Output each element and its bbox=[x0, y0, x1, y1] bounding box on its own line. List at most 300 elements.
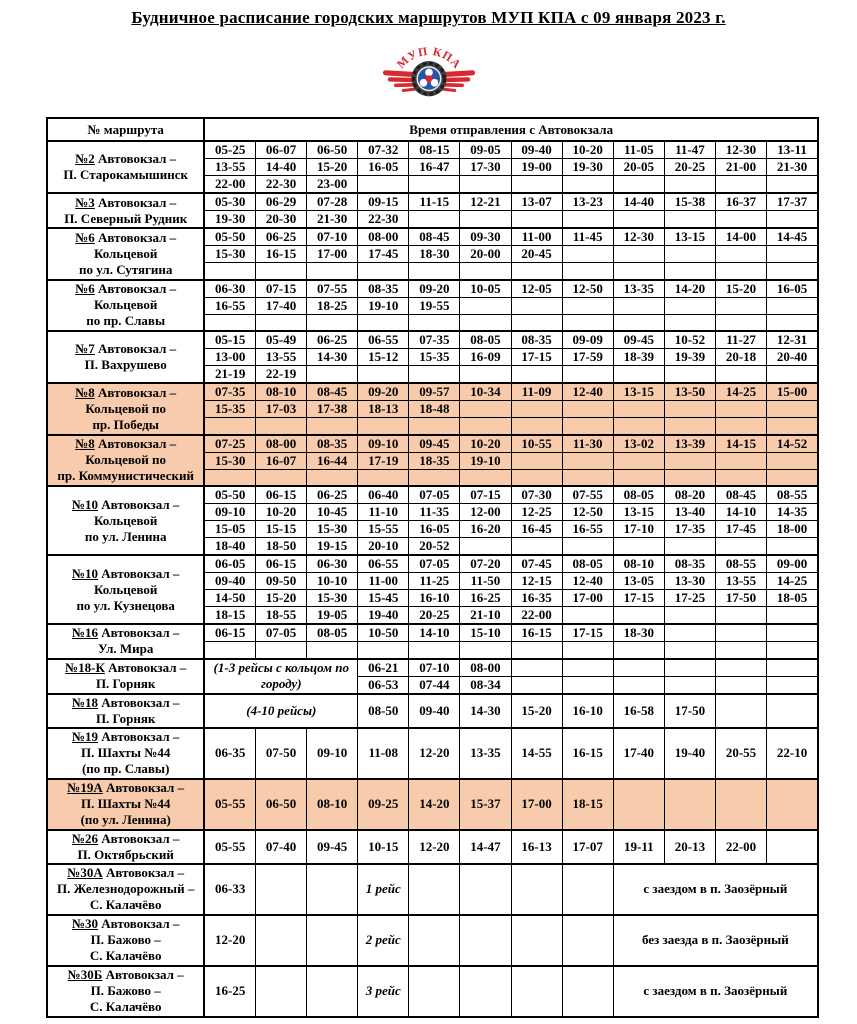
empty-cell bbox=[767, 246, 818, 263]
time-cell: 09-50 bbox=[255, 573, 306, 590]
empty-cell bbox=[664, 418, 715, 435]
empty-cell bbox=[511, 659, 562, 677]
time-cell: 16-09 bbox=[460, 349, 511, 366]
route-name-cell: №8 Автовокзал – Кольцевой по пр. Коммунистический bbox=[47, 435, 204, 487]
empty-cell bbox=[255, 642, 306, 659]
time-cell: 09-45 bbox=[613, 331, 664, 349]
time-cell: 07-10 bbox=[409, 659, 460, 677]
time-cell: 19-55 bbox=[409, 297, 460, 314]
page-title: Будничное расписание городских маршрутов МУП КПА с 09 января 2023 г. bbox=[131, 8, 726, 27]
empty-cell bbox=[307, 263, 358, 280]
steering-wheel-icon bbox=[411, 61, 446, 96]
empty-cell bbox=[664, 401, 715, 418]
time-cell: 14-20 bbox=[664, 280, 715, 298]
time-cell: 16-20 bbox=[460, 521, 511, 538]
time-cell: 14-10 bbox=[715, 504, 766, 521]
time-cell: 06-30 bbox=[307, 555, 358, 573]
route-number: №10 bbox=[71, 496, 99, 512]
empty-cell bbox=[767, 642, 818, 659]
table-row bbox=[47, 435, 818, 453]
time-cell: 16-45 bbox=[511, 521, 562, 538]
empty-cell bbox=[511, 418, 562, 435]
route-name-cell: №7 Автовокзал – П. Вахрушево bbox=[47, 331, 204, 383]
route-number: №30 bbox=[71, 916, 99, 931]
route-name-cell: №18-К Автовокзал – П. Горняк bbox=[47, 659, 204, 694]
time-cell: 15-45 bbox=[358, 590, 409, 607]
time-cell: 14-55 bbox=[511, 728, 562, 779]
time-cell: 20-13 bbox=[664, 830, 715, 864]
route-name-cell: №30 Автовокзал – П. Бажово – С. Калачёво bbox=[47, 915, 204, 966]
time-cell: 09-00 bbox=[767, 555, 818, 573]
time-cell: 19-11 bbox=[613, 830, 664, 864]
empty-cell bbox=[307, 418, 358, 435]
route-name-cell: №6 Автовокзал – Кольцевой по пр. Славы bbox=[47, 280, 204, 332]
time-cell: 13-02 bbox=[613, 435, 664, 453]
time-cell: 17-45 bbox=[358, 246, 409, 263]
time-cell: 11-45 bbox=[562, 228, 613, 246]
time-cell: 08-05 bbox=[613, 486, 664, 504]
empty-cell bbox=[460, 366, 511, 384]
time-cell: 10-20 bbox=[460, 435, 511, 453]
time-cell: 10-50 bbox=[358, 624, 409, 642]
empty-cell bbox=[562, 314, 613, 331]
route-number: №19 bbox=[71, 729, 99, 744]
empty-cell bbox=[409, 469, 460, 486]
time-cell: 06-21 bbox=[358, 659, 409, 677]
empty-cell bbox=[307, 366, 358, 384]
empty-cell bbox=[562, 642, 613, 659]
empty-cell bbox=[562, 452, 613, 469]
time-cell: 08-10 bbox=[613, 555, 664, 573]
time-cell: 12-05 bbox=[511, 280, 562, 298]
empty-cell bbox=[664, 176, 715, 194]
time-cell: 15-05 bbox=[204, 521, 255, 538]
time-cell: 15-30 bbox=[204, 452, 255, 469]
empty-cell bbox=[613, 314, 664, 331]
empty-cell bbox=[613, 676, 664, 694]
empty-cell bbox=[664, 246, 715, 263]
time-cell: 12-50 bbox=[562, 504, 613, 521]
empty-cell bbox=[767, 694, 818, 728]
time-cell: 08-35 bbox=[307, 435, 358, 453]
time-cell: 18-48 bbox=[409, 401, 460, 418]
time-cell: 10-34 bbox=[460, 383, 511, 401]
time-cell: 11-27 bbox=[715, 331, 766, 349]
time-cell: 22-10 bbox=[767, 728, 818, 779]
time-cell: 20-55 bbox=[715, 728, 766, 779]
route-number: №30Б bbox=[67, 967, 103, 982]
time-cell: 05-15 bbox=[204, 331, 255, 349]
empty-cell bbox=[613, 538, 664, 556]
time-cell: 18-13 bbox=[358, 401, 409, 418]
empty-cell bbox=[767, 314, 818, 331]
empty-cell bbox=[715, 314, 766, 331]
time-cell: 15-30 bbox=[307, 590, 358, 607]
time-cell: 16-05 bbox=[767, 280, 818, 298]
time-cell: 18-55 bbox=[255, 607, 306, 625]
empty-cell bbox=[358, 176, 409, 194]
route-name-cell: №30Б Автовокзал – П. Бажово – С. Калачёво bbox=[47, 966, 204, 1017]
route-number: №16 bbox=[71, 625, 99, 641]
time-cell: 14-40 bbox=[255, 159, 306, 176]
time-cell: 09-10 bbox=[358, 435, 409, 453]
empty-cell bbox=[613, 642, 664, 659]
time-cell: 17-30 bbox=[460, 159, 511, 176]
time-cell: 06-25 bbox=[307, 486, 358, 504]
empty-cell bbox=[307, 642, 358, 659]
time-cell: 09-40 bbox=[409, 694, 460, 728]
empty-cell bbox=[613, 297, 664, 314]
time-cell: 15-20 bbox=[307, 159, 358, 176]
route-number: №8 bbox=[75, 384, 95, 400]
time-cell: 14-52 bbox=[767, 435, 818, 453]
time-cell: 15-00 bbox=[767, 383, 818, 401]
empty-cell bbox=[460, 211, 511, 229]
empty-cell bbox=[562, 401, 613, 418]
schedule-table bbox=[46, 117, 819, 1018]
empty-cell bbox=[613, 211, 664, 229]
route-name-cell: №30А Автовокзал – П. Железнодорожный – С. Калачёво bbox=[47, 864, 204, 915]
time-cell: 13-55 bbox=[255, 349, 306, 366]
time-cell: 05-55 bbox=[204, 830, 255, 864]
time-cell: 13-55 bbox=[204, 159, 255, 176]
time-cell: 12-30 bbox=[715, 141, 766, 159]
time-cell: 13-15 bbox=[613, 383, 664, 401]
empty-cell bbox=[664, 211, 715, 229]
table-row bbox=[47, 555, 818, 573]
time-cell: 17-15 bbox=[613, 590, 664, 607]
time-cell: 05-50 bbox=[204, 228, 255, 246]
time-cell: 13-40 bbox=[664, 504, 715, 521]
time-cell: 06-53 bbox=[358, 676, 409, 694]
empty-cell bbox=[511, 469, 562, 486]
time-cell: 08-00 bbox=[460, 659, 511, 677]
time-cell: 13-15 bbox=[664, 228, 715, 246]
empty-cell bbox=[255, 418, 306, 435]
time-cell: 11-10 bbox=[358, 504, 409, 521]
empty-cell bbox=[715, 452, 766, 469]
route-name-cell: №26 Автовокзал – П. Октябрьский bbox=[47, 830, 204, 864]
time-cell: 17-38 bbox=[307, 401, 358, 418]
time-cell: 05-49 bbox=[255, 331, 306, 349]
empty-cell bbox=[511, 915, 562, 966]
empty-cell bbox=[511, 211, 562, 229]
time-cell: 07-40 bbox=[255, 830, 306, 864]
empty-cell bbox=[255, 263, 306, 280]
empty-cell bbox=[613, 401, 664, 418]
time-cell: 17-50 bbox=[664, 694, 715, 728]
time-cell: 18-30 bbox=[613, 624, 664, 642]
time-cell: 09-57 bbox=[409, 383, 460, 401]
time-cell: 22-00 bbox=[715, 830, 766, 864]
empty-cell bbox=[562, 246, 613, 263]
empty-cell bbox=[715, 211, 766, 229]
time-cell: 12-20 bbox=[409, 830, 460, 864]
empty-cell bbox=[715, 418, 766, 435]
time-cell: 11-15 bbox=[409, 193, 460, 211]
empty-cell bbox=[460, 176, 511, 194]
empty-cell bbox=[715, 366, 766, 384]
time-cell: 09-10 bbox=[307, 728, 358, 779]
empty-cell bbox=[715, 676, 766, 694]
time-cell: 09-25 bbox=[358, 779, 409, 830]
empty-cell bbox=[409, 263, 460, 280]
time-cell: 20-25 bbox=[664, 159, 715, 176]
time-cell: 09-15 bbox=[358, 193, 409, 211]
time-cell: 08-00 bbox=[255, 435, 306, 453]
empty-cell bbox=[460, 864, 511, 915]
table-row bbox=[47, 966, 818, 1017]
time-cell: 16-55 bbox=[204, 297, 255, 314]
time-cell: 14-30 bbox=[307, 349, 358, 366]
time-cell: 16-58 bbox=[613, 694, 664, 728]
time-cell: 15-35 bbox=[204, 401, 255, 418]
time-cell: 13-15 bbox=[613, 504, 664, 521]
empty-cell bbox=[358, 314, 409, 331]
time-cell: 14-00 bbox=[715, 228, 766, 246]
empty-cell bbox=[613, 779, 664, 830]
empty-cell bbox=[255, 314, 306, 331]
empty-cell bbox=[767, 452, 818, 469]
time-cell: 07-15 bbox=[460, 486, 511, 504]
time-cell: 21-00 bbox=[715, 159, 766, 176]
time-cell: 08-05 bbox=[562, 555, 613, 573]
empty-cell bbox=[409, 366, 460, 384]
empty-cell bbox=[715, 779, 766, 830]
empty-cell bbox=[460, 469, 511, 486]
table-row bbox=[47, 193, 818, 211]
time-cell: 06-15 bbox=[204, 624, 255, 642]
time-cell: 12-20 bbox=[409, 728, 460, 779]
time-cell: 07-28 bbox=[307, 193, 358, 211]
empty-cell bbox=[562, 659, 613, 677]
time-cell: 16-10 bbox=[409, 590, 460, 607]
time-cell: 08-45 bbox=[409, 228, 460, 246]
empty-cell bbox=[358, 366, 409, 384]
time-cell: 17-35 bbox=[664, 521, 715, 538]
time-cell: 15-10 bbox=[460, 624, 511, 642]
time-cell: 19-10 bbox=[358, 297, 409, 314]
empty-cell bbox=[511, 366, 562, 384]
time-cell: 17-00 bbox=[562, 590, 613, 607]
note-cell: с заездом в п. Заозёрный bbox=[613, 864, 818, 915]
empty-cell bbox=[664, 297, 715, 314]
empty-cell bbox=[767, 366, 818, 384]
empty-cell bbox=[204, 418, 255, 435]
empty-cell bbox=[715, 176, 766, 194]
empty-cell bbox=[767, 297, 818, 314]
time-cell: 06-07 bbox=[255, 141, 306, 159]
time-cell: 07-30 bbox=[511, 486, 562, 504]
time-cell: 08-55 bbox=[767, 486, 818, 504]
empty-cell bbox=[715, 607, 766, 625]
empty-cell bbox=[204, 469, 255, 486]
time-cell: 18-15 bbox=[562, 779, 613, 830]
empty-cell bbox=[767, 607, 818, 625]
table-row bbox=[47, 728, 818, 779]
trip-label-cell: 1 рейс bbox=[358, 864, 409, 915]
empty-cell bbox=[767, 401, 818, 418]
route-number: №3 bbox=[75, 194, 95, 210]
time-cell: 13-00 bbox=[204, 349, 255, 366]
empty-cell bbox=[562, 864, 613, 915]
time-cell: 14-30 bbox=[460, 694, 511, 728]
route-name-cell: №10 Автовокзал – Кольцевой по ул. Кузнецова bbox=[47, 555, 204, 624]
time-cell: 15-35 bbox=[409, 349, 460, 366]
time-cell: 16-13 bbox=[511, 830, 562, 864]
empty-cell bbox=[460, 263, 511, 280]
table-row bbox=[47, 659, 818, 677]
route-name-cell: №16 Автовокзал – Ул. Мира bbox=[47, 624, 204, 659]
route-name-cell: №3 Автовокзал – П. Северный Рудник bbox=[47, 193, 204, 228]
empty-cell bbox=[307, 864, 358, 915]
empty-cell bbox=[664, 538, 715, 556]
time-cell: 17-00 bbox=[511, 779, 562, 830]
time-cell: 08-15 bbox=[409, 141, 460, 159]
time-cell: 13-05 bbox=[613, 573, 664, 590]
time-cell: 06-55 bbox=[358, 555, 409, 573]
time-cell: 18-05 bbox=[767, 590, 818, 607]
table-row bbox=[47, 228, 818, 246]
time-cell: 06-35 bbox=[204, 728, 255, 779]
table-row bbox=[47, 915, 818, 966]
time-cell: 08-45 bbox=[307, 383, 358, 401]
empty-cell bbox=[664, 659, 715, 677]
empty-cell bbox=[307, 915, 358, 966]
route-name-cell: №19А Автовокзал – П. Шахты №44 (по ул. Ленина) bbox=[47, 779, 204, 830]
logo-text: МУП КПА bbox=[394, 44, 464, 72]
empty-cell bbox=[664, 642, 715, 659]
time-cell: 09-09 bbox=[562, 331, 613, 349]
route-number: №18-К bbox=[65, 660, 105, 675]
time-cell: 19-10 bbox=[460, 452, 511, 469]
time-cell: 14-15 bbox=[715, 435, 766, 453]
empty-cell bbox=[613, 176, 664, 194]
time-cell: 20-05 bbox=[613, 159, 664, 176]
time-cell: 17-07 bbox=[562, 830, 613, 864]
time-cell: 15-20 bbox=[511, 694, 562, 728]
empty-cell bbox=[358, 642, 409, 659]
time-cell: 19-00 bbox=[511, 159, 562, 176]
time-cell: 17-45 bbox=[715, 521, 766, 538]
time-cell: 20-40 bbox=[767, 349, 818, 366]
table-row bbox=[47, 383, 818, 401]
table-row bbox=[47, 830, 818, 864]
empty-cell bbox=[409, 418, 460, 435]
time-cell: 13-39 bbox=[664, 435, 715, 453]
time-cell: 06-50 bbox=[307, 141, 358, 159]
empty-cell bbox=[562, 418, 613, 435]
route-name-cell: №2 Автовокзал – П. Старокамышинск bbox=[47, 141, 204, 193]
time-cell: 11-09 bbox=[511, 383, 562, 401]
time-cell: 05-50 bbox=[204, 486, 255, 504]
time-cell: 08-35 bbox=[358, 280, 409, 298]
time-cell: 15-55 bbox=[358, 521, 409, 538]
empty-cell bbox=[562, 211, 613, 229]
empty-cell bbox=[460, 401, 511, 418]
time-cell: 08-35 bbox=[511, 331, 562, 349]
time-cell: 17-10 bbox=[613, 521, 664, 538]
time-cell: 16-25 bbox=[204, 966, 255, 1017]
empty-cell bbox=[409, 864, 460, 915]
trip-label-cell: 3 рейс bbox=[358, 966, 409, 1017]
time-cell: 11-08 bbox=[358, 728, 409, 779]
times-column-header: Время отправления с Автовокзала bbox=[204, 118, 818, 141]
time-cell: 16-47 bbox=[409, 159, 460, 176]
time-cell: 22-30 bbox=[358, 211, 409, 229]
time-cell: 08-05 bbox=[460, 331, 511, 349]
time-cell: 05-30 bbox=[204, 193, 255, 211]
time-cell: 06-33 bbox=[204, 864, 255, 915]
empty-cell bbox=[255, 864, 306, 915]
time-cell: 17-59 bbox=[562, 349, 613, 366]
time-cell: 21-19 bbox=[204, 366, 255, 384]
empty-cell bbox=[460, 642, 511, 659]
empty-cell bbox=[409, 176, 460, 194]
time-cell: 13-35 bbox=[613, 280, 664, 298]
time-cell: 07-05 bbox=[409, 555, 460, 573]
empty-cell bbox=[204, 642, 255, 659]
time-cell: 12-30 bbox=[613, 228, 664, 246]
time-cell: 09-40 bbox=[511, 141, 562, 159]
empty-cell bbox=[613, 452, 664, 469]
time-cell: 17-00 bbox=[307, 246, 358, 263]
time-cell: 06-25 bbox=[307, 331, 358, 349]
route-number: №26 bbox=[71, 830, 99, 846]
empty-cell bbox=[613, 246, 664, 263]
empty-cell bbox=[715, 246, 766, 263]
table-row bbox=[47, 779, 818, 830]
time-cell: 18-40 bbox=[204, 538, 255, 556]
time-cell: 11-50 bbox=[460, 573, 511, 590]
trip-label-cell: (1-3 рейсы с кольцом по городу) bbox=[204, 659, 357, 694]
note-cell: с заездом в п. Заозёрный bbox=[613, 966, 818, 1017]
time-cell: 16-15 bbox=[562, 728, 613, 779]
time-cell: 07-50 bbox=[255, 728, 306, 779]
time-cell: 11-47 bbox=[664, 141, 715, 159]
time-cell: 16-15 bbox=[511, 624, 562, 642]
time-cell: 16-05 bbox=[358, 159, 409, 176]
time-cell: 14-50 bbox=[204, 590, 255, 607]
route-name-cell: №18 Автовокзал – П. Горняк bbox=[47, 694, 204, 728]
time-cell: 18-25 bbox=[307, 297, 358, 314]
time-cell: 17-25 bbox=[664, 590, 715, 607]
time-cell: 07-35 bbox=[409, 331, 460, 349]
trip-label-cell: 2 рейс bbox=[358, 915, 409, 966]
route-number: №30А bbox=[67, 865, 103, 880]
empty-cell bbox=[767, 659, 818, 677]
time-cell: 06-29 bbox=[255, 193, 306, 211]
time-cell: 19-39 bbox=[664, 349, 715, 366]
empty-cell bbox=[460, 314, 511, 331]
empty-cell bbox=[613, 263, 664, 280]
time-cell: 07-44 bbox=[409, 676, 460, 694]
time-cell: 06-40 bbox=[358, 486, 409, 504]
time-cell: 08-55 bbox=[715, 555, 766, 573]
empty-cell bbox=[664, 263, 715, 280]
time-cell: 06-25 bbox=[255, 228, 306, 246]
time-cell: 06-30 bbox=[204, 280, 255, 298]
empty-cell bbox=[613, 418, 664, 435]
time-cell: 12-50 bbox=[562, 280, 613, 298]
time-cell: 20-18 bbox=[715, 349, 766, 366]
time-cell: 13-50 bbox=[664, 383, 715, 401]
time-cell: 10-52 bbox=[664, 331, 715, 349]
time-cell: 12-00 bbox=[460, 504, 511, 521]
empty-cell bbox=[511, 401, 562, 418]
empty-cell bbox=[767, 830, 818, 864]
empty-cell bbox=[460, 418, 511, 435]
